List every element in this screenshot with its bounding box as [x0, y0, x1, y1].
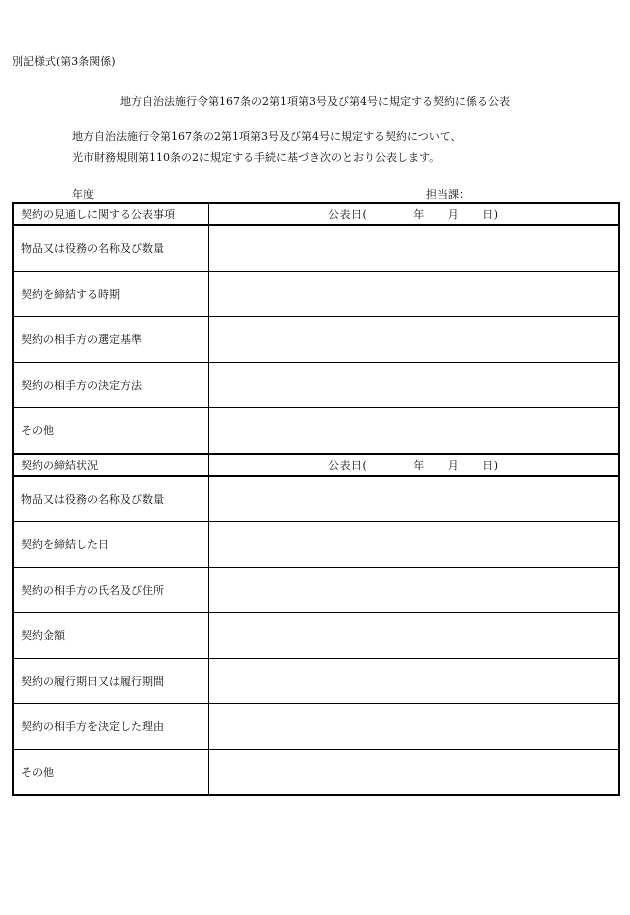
row-value-field[interactable] — [208, 476, 619, 522]
table-row — [13, 749, 619, 795]
intro-line-2: 光市財務規則第110条の2に規定する手続に基づき次のとおり公表します。 — [72, 151, 441, 164]
row-label: その他 — [13, 408, 208, 454]
row-value-field[interactable] — [208, 522, 619, 568]
row-value-field[interactable] — [208, 225, 619, 271]
row-label: 物品又は役務の名称及び数量 — [13, 476, 208, 522]
row-value-field[interactable] — [208, 317, 619, 363]
table-row — [13, 613, 619, 659]
table-row — [13, 362, 619, 408]
row-label: 契約金額 — [13, 613, 208, 659]
department-label: 担当課： — [426, 188, 470, 201]
table-row — [13, 658, 619, 704]
table-row — [13, 408, 619, 454]
table-row — [13, 317, 619, 363]
table-row — [13, 476, 619, 522]
row-value-field[interactable] — [208, 613, 619, 659]
row-label: 物品又は役務の名称及び数量 — [13, 225, 208, 271]
table-row — [13, 704, 619, 750]
row-label: 契約の相手方の決定方法 — [13, 362, 208, 408]
row-label: 契約を締結する時期 — [13, 271, 208, 317]
section1-publication-date: 公表日( 年 月 日) — [208, 203, 619, 225]
section2-header: 契約の締結状況 — [13, 454, 208, 476]
table-row — [13, 522, 619, 568]
table-row — [13, 567, 619, 613]
section2-publication-date: 公表日( 年 月 日) — [208, 454, 619, 476]
document-title: 地方自治法施行令第167条の2第1項第3号及び第4号に規定する契約に係る公表 — [120, 95, 510, 108]
section1-header-row — [13, 203, 619, 225]
row-label: 契約の相手方の氏名及び住所 — [13, 567, 208, 613]
row-value-field[interactable] — [208, 567, 619, 613]
section1-header: 契約の見通しに関する公表事項 — [13, 203, 208, 225]
intro-line-1: 地方自治法施行令第167条の2第1項第3号及び第4号に規定する契約について、 — [72, 130, 462, 143]
form-label: 別記様式(第3条関係) — [12, 55, 116, 68]
row-value-field[interactable] — [208, 408, 619, 454]
row-label: 契約の相手方の選定基準 — [13, 317, 208, 363]
disclosure-table — [12, 202, 620, 796]
row-value-field[interactable] — [208, 749, 619, 795]
fiscal-year-label: 年度 — [72, 188, 94, 201]
row-value-field[interactable] — [208, 704, 619, 750]
row-value-field[interactable] — [208, 271, 619, 317]
row-label: 契約を締結した日 — [13, 522, 208, 568]
row-value-field[interactable] — [208, 362, 619, 408]
row-value-field[interactable] — [208, 658, 619, 704]
row-label: 契約の履行期日又は履行期間 — [13, 658, 208, 704]
section2-header-row — [13, 454, 619, 476]
table-row — [13, 271, 619, 317]
row-label: その他 — [13, 749, 208, 795]
row-label: 契約の相手方を決定した理由 — [13, 704, 208, 750]
table-row — [13, 225, 619, 271]
